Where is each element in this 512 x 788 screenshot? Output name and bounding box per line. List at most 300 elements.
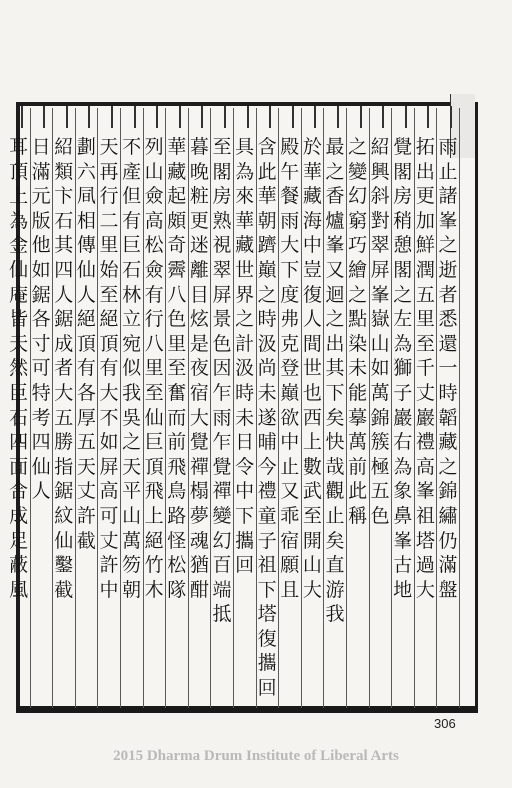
glyph: 之 xyxy=(438,455,458,478)
glyph: 繪 xyxy=(348,258,368,281)
glyph: 暮 xyxy=(189,136,209,158)
glyph: 宛 xyxy=(122,332,142,355)
glyph: 大 xyxy=(302,578,322,601)
glyph: 八 xyxy=(144,332,164,355)
glyph: 仙 xyxy=(54,529,74,552)
glyph: 五 xyxy=(76,431,96,454)
glyph: 下 xyxy=(280,258,300,281)
glyph: 高 xyxy=(99,480,119,503)
column-rule xyxy=(323,108,324,708)
glyph: 欲 xyxy=(280,406,300,429)
glyph: 閣 xyxy=(393,160,413,183)
glyph: 合 xyxy=(9,480,29,503)
glyph: 武 xyxy=(302,480,322,503)
glyph: 願 xyxy=(280,554,300,577)
glyph: 汲 xyxy=(235,357,255,380)
glyph: 還 xyxy=(438,332,458,355)
glyph: 變 xyxy=(348,160,368,183)
column-rule xyxy=(52,108,53,708)
glyph: 飛 xyxy=(144,480,164,503)
column-rule xyxy=(97,108,98,708)
glyph: 獅 xyxy=(393,357,413,380)
column-rule xyxy=(256,108,257,708)
glyph: 頂 xyxy=(9,160,29,183)
column-rule xyxy=(459,108,460,708)
glyph: 視 xyxy=(212,234,232,257)
glyph: 悉 xyxy=(438,308,458,331)
glyph: 晚 xyxy=(189,160,209,183)
glyph: 版 xyxy=(31,209,51,232)
glyph: 覺 xyxy=(393,136,413,158)
glyph: 時 xyxy=(438,381,458,404)
glyph: 仙 xyxy=(31,455,51,478)
glyph: 各 xyxy=(31,308,51,331)
glyph: 起 xyxy=(167,185,187,208)
column-top-mark xyxy=(337,106,339,128)
glyph: 截 xyxy=(54,578,74,601)
glyph: 庵 xyxy=(9,283,29,306)
glyph: 禮 xyxy=(415,431,435,454)
text-column xyxy=(325,135,345,710)
column-top-mark xyxy=(314,106,316,128)
column-top-mark xyxy=(405,106,407,128)
glyph: 時 xyxy=(235,381,255,404)
glyph: 不 xyxy=(99,406,119,429)
glyph: 面 xyxy=(9,455,29,478)
glyph: 點 xyxy=(348,308,368,331)
glyph: 拓 xyxy=(415,136,435,158)
glyph: 宿 xyxy=(280,529,300,552)
glyph: 始 xyxy=(99,258,119,281)
glyph: 塔 xyxy=(415,529,435,552)
glyph: 有 xyxy=(76,357,96,380)
column-rule xyxy=(143,108,144,708)
glyph: 弗 xyxy=(280,308,300,331)
glyph: 閣 xyxy=(393,258,413,281)
glyph: 於 xyxy=(302,136,322,158)
column-rule xyxy=(75,108,76,708)
glyph: 隊 xyxy=(167,578,187,601)
glyph: 勝 xyxy=(54,431,74,454)
glyph: 之 xyxy=(348,283,368,306)
glyph: 藏 xyxy=(167,160,187,183)
glyph: 子 xyxy=(393,381,413,404)
glyph: 成 xyxy=(54,332,74,355)
glyph: 平 xyxy=(122,480,142,503)
glyph: 嶽 xyxy=(370,308,390,331)
glyph: 夢 xyxy=(189,504,209,527)
column-top-mark xyxy=(382,106,384,128)
glyph: 山 xyxy=(144,160,164,183)
glyph: 潤 xyxy=(415,258,435,281)
glyph: 之 xyxy=(393,283,413,306)
glyph: 日 xyxy=(31,136,51,158)
watermark: 2015 Dharma Drum Institute of Liberal Arts xyxy=(113,748,399,764)
glyph: 行 xyxy=(99,185,119,208)
glyph: 林 xyxy=(122,283,142,306)
glyph: 行 xyxy=(144,308,164,331)
glyph: 峯 xyxy=(438,209,458,232)
text-column xyxy=(257,135,277,710)
glyph: 中 xyxy=(235,480,255,503)
glyph: 巖 xyxy=(415,406,435,429)
glyph: 頂 xyxy=(99,332,119,355)
glyph: 游 xyxy=(325,578,345,601)
glyph: 又 xyxy=(280,480,300,503)
glyph: 翠 xyxy=(212,258,232,281)
glyph: 列 xyxy=(144,136,164,158)
glyph: 翠 xyxy=(370,234,390,257)
glyph: 者 xyxy=(54,357,74,380)
glyph: 下 xyxy=(235,504,255,527)
glyph: 古 xyxy=(393,554,413,577)
glyph: 鋸 xyxy=(54,308,74,331)
glyph: 山 xyxy=(370,332,390,355)
glyph: 巨 xyxy=(122,234,142,257)
glyph: 出 xyxy=(415,160,435,183)
column-top-mark xyxy=(427,106,429,128)
glyph: 端 xyxy=(212,578,232,601)
glyph: 我 xyxy=(122,381,142,404)
glyph: 祖 xyxy=(257,554,277,577)
glyph: 魂 xyxy=(189,529,209,552)
glyph: 可 xyxy=(99,504,119,527)
glyph: 盤 xyxy=(438,578,458,601)
glyph: 類 xyxy=(54,160,74,183)
glyph: 然 xyxy=(9,357,29,380)
glyph: 回 xyxy=(257,677,277,700)
glyph: 雨 xyxy=(212,406,232,429)
glyph: 厚 xyxy=(76,406,96,429)
glyph: 怪 xyxy=(167,529,187,552)
glyph: 皆 xyxy=(9,308,29,331)
glyph: 考 xyxy=(31,406,51,429)
text-column xyxy=(280,135,300,710)
glyph: 松 xyxy=(167,554,187,577)
glyph: 上 xyxy=(302,431,322,454)
glyph: 巨 xyxy=(144,431,164,454)
glyph: 鑿 xyxy=(54,554,74,577)
glyph: 有 xyxy=(144,283,164,306)
glyph: 房 xyxy=(212,185,232,208)
glyph: 霽 xyxy=(167,258,187,281)
glyph: 萬 xyxy=(348,431,368,454)
glyph: 今 xyxy=(257,455,277,478)
glyph: 僉 xyxy=(144,185,164,208)
glyph: 凬 xyxy=(76,185,96,208)
glyph: 相 xyxy=(76,209,96,232)
glyph: 天 xyxy=(9,332,29,355)
glyph: 許 xyxy=(99,554,119,577)
glyph: 晡 xyxy=(257,431,277,454)
glyph: 禪 xyxy=(189,455,209,478)
glyph: 度 xyxy=(280,283,300,306)
column-top-mark xyxy=(134,106,136,128)
glyph: 為 xyxy=(235,160,255,183)
glyph: 之 xyxy=(325,160,345,183)
glyph: 未 xyxy=(348,357,368,380)
text-column xyxy=(370,135,390,710)
glyph: 至 xyxy=(302,504,322,527)
glyph: 止 xyxy=(438,160,458,183)
glyph: 藏 xyxy=(302,185,322,208)
glyph: 千 xyxy=(415,357,435,380)
column-top-mark xyxy=(179,106,181,128)
glyph: 躋 xyxy=(257,234,277,257)
glyph: 摹 xyxy=(348,406,368,429)
glyph: 極 xyxy=(370,455,390,478)
glyph: 至 xyxy=(167,357,187,380)
glyph: 來 xyxy=(235,185,255,208)
glyph: 再 xyxy=(99,160,119,183)
text-column xyxy=(348,135,368,710)
glyph: 宿 xyxy=(189,381,209,404)
glyph: 其 xyxy=(54,234,74,257)
glyph: 高 xyxy=(144,209,164,232)
glyph: 僉 xyxy=(144,258,164,281)
glyph: 含 xyxy=(257,136,277,158)
glyph: 日 xyxy=(235,431,255,454)
column-top-mark xyxy=(247,106,249,128)
glyph: 快 xyxy=(325,431,345,454)
glyph: 矣 xyxy=(325,406,345,429)
glyph: 子 xyxy=(257,529,277,552)
glyph: 復 xyxy=(302,283,322,306)
glyph: 五 xyxy=(54,406,74,429)
text-column xyxy=(144,135,164,710)
glyph: 更 xyxy=(189,209,209,232)
glyph: 開 xyxy=(302,529,322,552)
glyph: 簇 xyxy=(370,431,390,454)
glyph: 色 xyxy=(212,332,232,355)
column-rule xyxy=(210,108,211,708)
glyph: 萬 xyxy=(370,381,390,404)
column-top-mark xyxy=(450,106,452,128)
glyph: 右 xyxy=(393,431,413,454)
glyph: 鼻 xyxy=(393,504,413,527)
glyph: 汲 xyxy=(257,332,277,355)
glyph: 左 xyxy=(393,308,413,331)
glyph: 世 xyxy=(235,258,255,281)
glyph: 特 xyxy=(31,381,51,404)
glyph: 有 xyxy=(122,209,142,232)
glyph: 巨 xyxy=(9,381,29,404)
glyph: 峯 xyxy=(370,283,390,306)
glyph: 產 xyxy=(122,160,142,183)
glyph: 紋 xyxy=(54,504,74,527)
glyph: 登 xyxy=(280,357,300,380)
text-column xyxy=(31,135,51,710)
glyph: 絕 xyxy=(76,308,96,331)
glyph: 地 xyxy=(393,578,413,601)
glyph: 之 xyxy=(235,308,255,331)
glyph: 指 xyxy=(54,455,74,478)
glyph: 之 xyxy=(122,431,142,454)
glyph: 巔 xyxy=(257,258,277,281)
column-top-mark xyxy=(269,106,271,128)
glyph: 錦 xyxy=(370,406,390,429)
glyph: 此 xyxy=(257,160,277,183)
glyph: 八 xyxy=(167,283,187,306)
glyph: 遂 xyxy=(257,406,277,429)
column-top-mark xyxy=(43,106,45,128)
glyph: 吳 xyxy=(122,406,142,429)
column-top-mark xyxy=(292,106,294,128)
glyph: 一 xyxy=(438,357,458,380)
glyph: 元 xyxy=(31,185,51,208)
glyph: 閣 xyxy=(212,160,232,183)
glyph: 里 xyxy=(415,308,435,331)
glyph: 粧 xyxy=(189,185,209,208)
glyph: 尚 xyxy=(257,357,277,380)
glyph: 仙 xyxy=(9,258,29,281)
glyph: 鋸 xyxy=(54,480,74,503)
glyph: 為 xyxy=(9,209,29,232)
glyph: 變 xyxy=(212,504,232,527)
glyph: 餐 xyxy=(280,185,300,208)
column-top-mark xyxy=(88,106,90,128)
glyph: 華 xyxy=(302,160,322,183)
glyph: 過 xyxy=(415,554,435,577)
glyph: 峯 xyxy=(325,234,345,257)
glyph: 屏 xyxy=(99,455,119,478)
column-rule xyxy=(188,108,189,708)
glyph: 里 xyxy=(99,234,119,257)
column-rule xyxy=(233,108,234,708)
glyph: 朝 xyxy=(122,578,142,601)
glyph: 木 xyxy=(144,578,164,601)
glyph: 屏 xyxy=(212,283,232,306)
glyph: 頂 xyxy=(76,332,96,355)
glyph: 上 xyxy=(9,185,29,208)
column-top-mark xyxy=(360,106,362,128)
glyph: 且 xyxy=(280,578,300,601)
glyph: 峯 xyxy=(393,529,413,552)
glyph: 是 xyxy=(189,332,209,355)
glyph: 鳥 xyxy=(167,480,187,503)
glyph: 加 xyxy=(415,209,435,232)
glyph: 染 xyxy=(348,332,368,355)
glyph: 者 xyxy=(438,283,458,306)
glyph: 巔 xyxy=(280,381,300,404)
glyph: 不 xyxy=(122,136,142,158)
glyph: 四 xyxy=(9,431,29,454)
text-column xyxy=(438,135,458,710)
glyph: 鮮 xyxy=(415,234,435,257)
column-rule xyxy=(369,108,370,708)
glyph: 為 xyxy=(393,332,413,355)
glyph: 之 xyxy=(325,308,345,331)
glyph: 韜 xyxy=(438,406,458,429)
glyph: 下 xyxy=(257,578,277,601)
glyph: 令 xyxy=(235,455,255,478)
glyph: 幻 xyxy=(348,185,368,208)
glyph: 矣 xyxy=(325,529,345,552)
glyph: 攜 xyxy=(257,652,277,675)
glyph: 丈 xyxy=(76,480,96,503)
glyph: 斜 xyxy=(370,185,390,208)
glyph: 哉 xyxy=(325,455,345,478)
glyph: 竹 xyxy=(144,554,164,577)
glyph: 離 xyxy=(189,258,209,281)
glyph: 笏 xyxy=(122,554,142,577)
glyph: 直 xyxy=(325,554,345,577)
glyph: 屏 xyxy=(370,258,390,281)
glyph: 其 xyxy=(325,357,345,380)
glyph: 山 xyxy=(302,554,322,577)
glyph: 足 xyxy=(9,529,29,552)
glyph: 回 xyxy=(235,554,255,577)
glyph: 諸 xyxy=(438,185,458,208)
glyph: 止 xyxy=(325,504,345,527)
text-column xyxy=(212,135,232,710)
glyph: 他 xyxy=(31,234,51,257)
glyph: 榻 xyxy=(189,480,209,503)
column-rule xyxy=(346,108,347,708)
glyph: 中 xyxy=(99,578,119,601)
glyph: 截 xyxy=(76,529,96,552)
glyph: 絕 xyxy=(99,308,119,331)
glyph: 頂 xyxy=(144,455,164,478)
glyph: 丈 xyxy=(415,381,435,404)
glyph: 二 xyxy=(99,209,119,232)
glyph: 飛 xyxy=(167,455,187,478)
glyph: 而 xyxy=(167,406,187,429)
glyph: 可 xyxy=(31,357,51,380)
glyph: 耳 xyxy=(9,136,29,158)
glyph: 酣 xyxy=(189,578,209,601)
glyph: 藏 xyxy=(235,234,255,257)
glyph: 紹 xyxy=(54,136,74,158)
glyph: 乖 xyxy=(280,504,300,527)
glyph: 如 xyxy=(31,258,51,281)
glyph: 峯 xyxy=(415,480,435,503)
glyph: 大 xyxy=(415,578,435,601)
glyph: 對 xyxy=(370,209,390,232)
text-column xyxy=(415,135,435,710)
glyph: 又 xyxy=(325,258,345,281)
glyph: 紹 xyxy=(370,136,390,158)
glyph: 抵 xyxy=(212,603,232,626)
glyph: 覺 xyxy=(212,455,232,478)
glyph: 華 xyxy=(257,185,277,208)
glyph: 乍 xyxy=(212,381,232,404)
column-top-mark xyxy=(156,106,158,128)
glyph: 錦 xyxy=(438,480,458,503)
glyph: 大 xyxy=(54,381,74,404)
text-column xyxy=(189,135,209,710)
glyph: 巖 xyxy=(393,406,413,429)
glyph: 頗 xyxy=(167,209,187,232)
glyph: 炫 xyxy=(189,308,209,331)
glyph: 憩 xyxy=(393,234,413,257)
glyph: 色 xyxy=(167,308,187,331)
glyph: 至 xyxy=(144,381,164,404)
glyph: 祖 xyxy=(415,504,435,527)
glyph: 夜 xyxy=(189,357,209,380)
glyph: 間 xyxy=(302,332,322,355)
glyph: 色 xyxy=(370,504,390,527)
glyph: 童 xyxy=(257,504,277,527)
glyph: 華 xyxy=(167,136,187,158)
glyph: 朝 xyxy=(257,209,277,232)
glyph: 大 xyxy=(99,381,119,404)
glyph: 滿 xyxy=(31,160,51,183)
glyph: 稱 xyxy=(348,504,368,527)
glyph: 至 xyxy=(99,283,119,306)
glyph: 各 xyxy=(76,381,96,404)
glyph: 象 xyxy=(393,480,413,503)
